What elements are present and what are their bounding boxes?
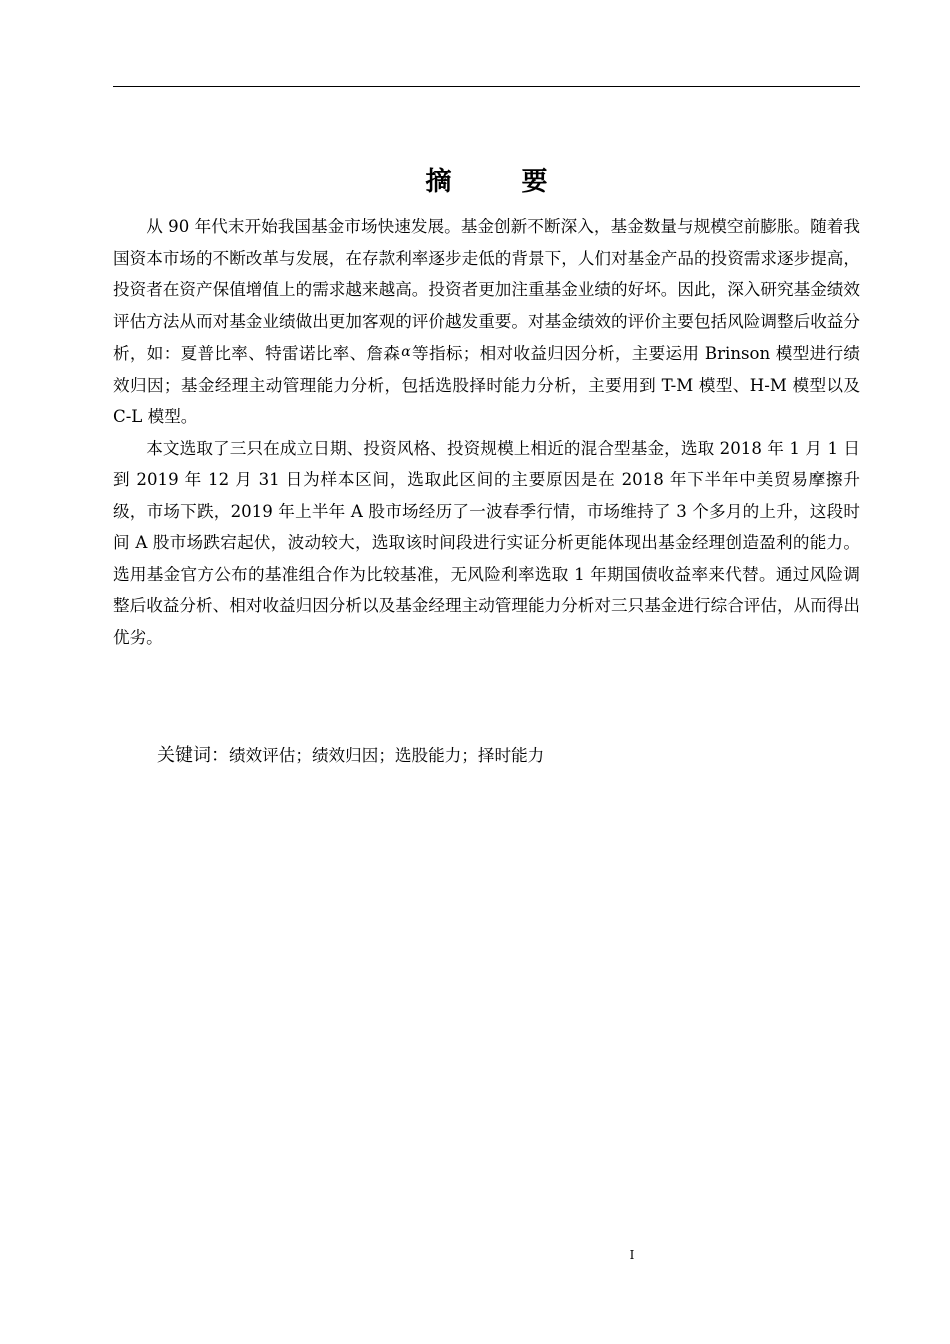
keywords-label: 关键词： [157, 745, 229, 766]
alpha-symbol: α [401, 344, 411, 360]
header-rule [113, 86, 860, 87]
abstract-title: 摘 要 [425, 167, 570, 197]
paragraph-1-text-b: 等指标；相对收益归因分析，主要运用 Brinson 模型进行绩效归因；基金经理主动管理能力分析，包括选股择时能力分析，主要用到 T-M 模型、H-M 模型以及 C-L 模型。 [113, 344, 860, 426]
abstract-paragraph-1 [113, 211, 860, 433]
abstract-body [113, 211, 860, 653]
abstract-paragraph-2: 本文选取了三只在成立日期、投资风格、投资规模上相近的混合型基金，选取 2018 年 1 月 1 日到 2019 年 12 月 31 日为样本区间，选取此区间的主要原因是在 2018 年下半年中美贸易摩擦升级，市场下跌，2019 年上半年 A 股市场经历了一波春季行情，市场维持了 3 个多月的上升，这段时间 A 股市场跌宕起伏，波动较大，选取该时间段进行实证分析更能体现出基金经理创造盈利的能力。选用基金官方公布的基准组合作为比较基准，无风险利率选取 1 年期国债收益率来代替。通过风险调整后收益分析、相对收益归因分析以及基金经理主动管理能力分析对三只基金进行综合评估，从而得出优劣。 [113, 438, 860, 647]
keywords-value: 绩效评估；绩效归因；选股能力；择时能力 [229, 746, 545, 765]
paragraph-1-text-a: 从 90 年代末开始我国基金市场快速发展。基金创新不断深入，基金数量与规模空前膨胀。随着我国资本市场的不断改革与发展，在存款利率逐步走低的背景下，人们对基金产品的投资需求逐步提高，投资者在资产保值增值上的需求越来越高。投资者更加注重基金业绩的好坏。因此，深入研究基金绩效评估方法从而对基金业绩做出更加客观的评价越发重要。对基金绩效的评价主要包括风险调整后收益分析，如：夏普比率、特雷诺比率、詹森 [113, 217, 860, 363]
keywords-line [157, 740, 544, 772]
page-number: I [629, 1248, 635, 1262]
